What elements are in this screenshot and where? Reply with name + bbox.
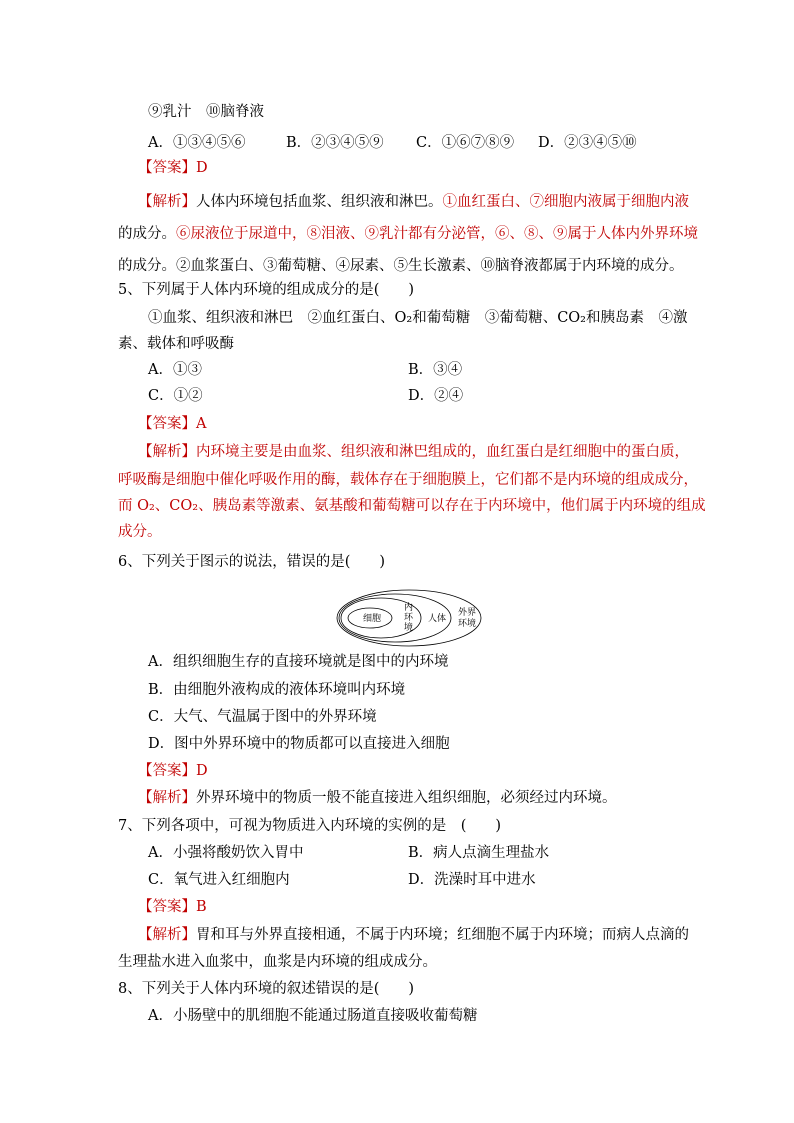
q5-explanation-line3: 而 O₂、CO₂、胰岛素等激素、氨基酸和葡萄糖可以存在于内环境中，他们属于内环境的组成 [118, 498, 706, 514]
q5-explanation-line2: 呼吸酶是细胞中催化呼吸作用的酶，载体存在于细胞膜上，它们都不是内环境的组成成分， [118, 472, 698, 488]
q7-option-b: B．病人点滴生理盐水 [408, 845, 550, 861]
diagram-label-body: 人体 [428, 614, 447, 624]
diagram-label-cell: 细胞 [363, 614, 382, 624]
q5-items-line2: 素、载体和呼吸酶 [118, 336, 234, 352]
q8-question: 8、下列关于人体内环境的叙述错误的是( ) [118, 981, 415, 997]
q5-option-c: C．①② [148, 388, 203, 404]
q4-option-d: D．②③④⑤⑩ [538, 135, 637, 151]
q4-options [148, 133, 637, 153]
q4-explanation-line3: 的成分。②血浆蛋白、③葡萄糖、④尿素、⑤生长激素、⑩脑脊液都属于内环境的成分。 [118, 258, 684, 274]
q8-option-a: A．小肠壁中的肌细胞不能通过肠道直接吸收葡萄糖 [148, 1008, 478, 1024]
q7-explanation-line1: 【解析】胃和耳与外界直接相通，不属于内环境；红细胞不属于内环境；而病人点滴的 [138, 927, 689, 943]
q4-option-a: A．①③④⑤⑥ [148, 135, 246, 151]
q6-option-a: A．组织细胞生存的直接环境就是图中的内环境 [148, 654, 449, 670]
q6-option-c: C．大气、气温属于图中的外界环境 [148, 709, 377, 725]
q5-answer: 【答案】A [138, 416, 207, 432]
q7-question: 7、下列各项中，可视为物质进入内环境的实例的是 ( ) [118, 818, 502, 834]
q6-question: 6、下列关于图示的说法，错误的是( ) [118, 554, 386, 570]
q5-option-a: A．①③ [148, 362, 202, 378]
q6-option-b: B．由细胞外液构成的液体环境叫内环境 [148, 682, 406, 698]
q6-explanation: 【解析】外界环境中的物质一般不能直接进入组织细胞，必须经过内环境。 [138, 790, 617, 806]
q4-option-b: B．②③④⑤⑨ [286, 135, 384, 151]
q4-explanation-line1: 【解析】人体内环境包括血浆、组织液和淋巴。①血红蛋白、⑦细胞内液属于细胞内液 [138, 194, 689, 210]
q4-answer: 【答案】D [138, 160, 208, 176]
q6-answer: 【答案】D [138, 763, 208, 779]
q4-items-line: ⑨乳汁 ⑩脑脊液 [148, 104, 264, 120]
diagram-label-internal-2: 环 [404, 613, 414, 623]
q5-explanation-line4: 成分。 [118, 524, 162, 540]
q5-question: 5、下列属于人体内环境的组成成分的是( ) [118, 282, 415, 298]
diagram-label-internal-3: 境 [404, 623, 414, 633]
diagram-label-external-1: 外界 [458, 608, 477, 618]
q4-explanation-line2: 的成分。⑥尿液位于尿道中，⑧泪液、⑨乳汁都有分泌管，⑥、⑧、⑨属于人体内外界环境 [118, 226, 698, 242]
q4-option-c: C．①⑥⑦⑧⑨ [416, 135, 515, 151]
q5-option-b: B．③④ [408, 362, 463, 378]
q5-option-d: D．②④ [408, 388, 464, 404]
q6-option-d: D．图中外界环境中的物质都可以直接进入细胞 [148, 736, 450, 752]
diagram-label-external-2: 环境 [458, 619, 477, 629]
q7-explanation-line2: 生理盐水进入血浆中，血浆是内环境的组成成分。 [118, 954, 437, 970]
q5-items-line1: ①血浆、组织液和淋巴 ②血红蛋白、O₂和葡萄糖 ③葡萄糖、CO₂和胰岛素 ④激 [148, 310, 688, 326]
q7-option-d: D．洗澡时耳中进水 [408, 872, 536, 888]
q7-option-c: C．氧气进入红细胞内 [148, 872, 290, 888]
q5-explanation-line1: 【解析】内环境主要是由血浆、组织液和淋巴组成的，血红蛋白是红细胞中的蛋白质， [138, 444, 689, 460]
nested-environment-diagram [336, 589, 482, 647]
q7-option-a: A．小强将酸奶饮入胃中 [148, 845, 304, 861]
q7-answer: 【答案】B [138, 899, 207, 915]
diagram-label-internal-1: 内 [404, 603, 414, 613]
